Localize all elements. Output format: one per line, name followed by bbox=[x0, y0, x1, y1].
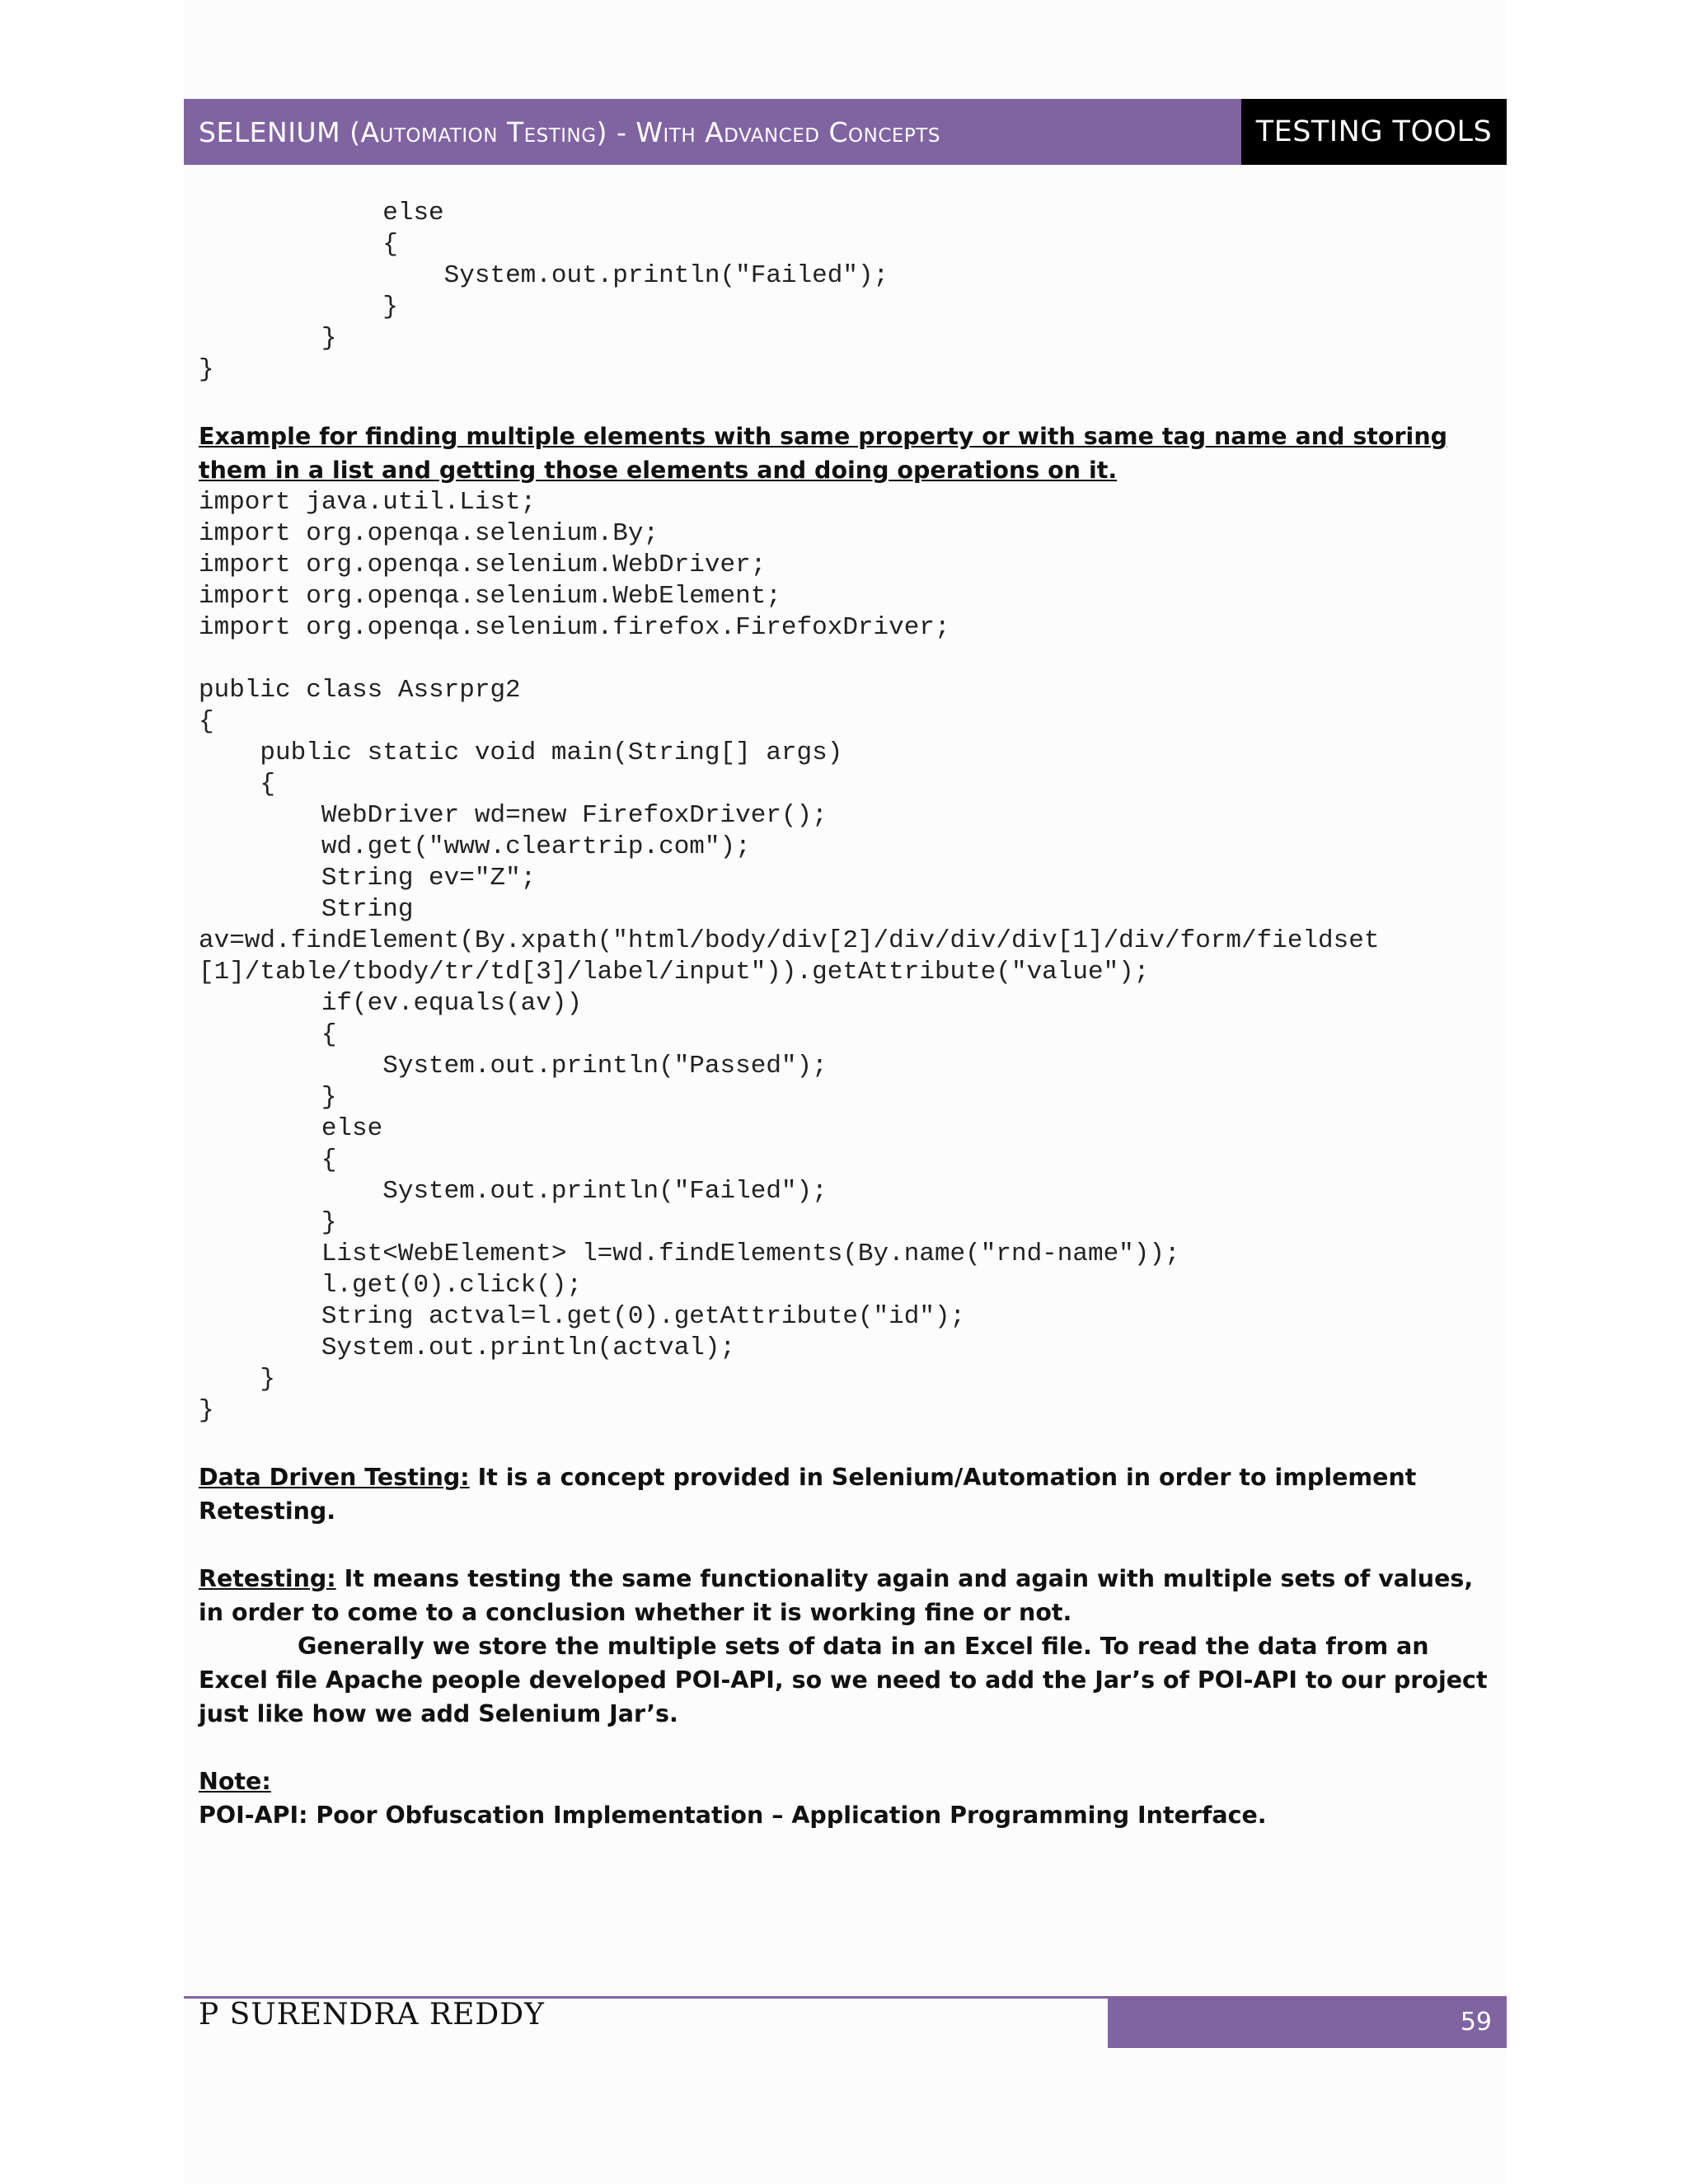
ddt-paragraph bbox=[199, 1460, 1501, 1528]
header-title-main: SELENIUM bbox=[199, 115, 341, 148]
header-title bbox=[184, 99, 1241, 165]
spacer bbox=[199, 386, 1501, 419]
generally-paragraph: Generally we store the multiple sets of data in an Excel file. To read the data from an Excel file Apache people developed POI-API, so we need to add the Jar’s of POI-API to our project just like how we add Selenium Jar’s. bbox=[199, 1633, 1488, 1727]
note-label-line bbox=[199, 1765, 1501, 1798]
note-text: POI-API: Poor Obfuscation Implementation – Application Programming Interface. bbox=[199, 1802, 1267, 1829]
spacer bbox=[199, 1731, 1501, 1765]
code-block-imports: import java.util.List; import org.openqa.selenium.By; import org.openqa.selenium.WebDriver; import org.openqa.selenium.WebElement; import org.openqa.selenium.firefox.FirefoxDriver; bbox=[199, 488, 950, 642]
retesting-text: It means testing the same functionality again and again with multiple sets of values, in order to come to a conclusion whether it is working fine or not. bbox=[199, 1565, 1474, 1626]
footer-author: P SURENDRA REDDY bbox=[199, 1998, 545, 2032]
page-header bbox=[184, 99, 1507, 165]
spacer bbox=[199, 1427, 1501, 1460]
ddt-label: Data Driven Testing: bbox=[199, 1464, 470, 1491]
ddt-text: It is a concept provided in Selenium/Automation in order to implement Retesting. bbox=[199, 1464, 1417, 1525]
note-label: Note: bbox=[199, 1768, 271, 1795]
example-heading: Example for finding multiple elements with same property or with same tag name and storing them in a list and getting those elements and doing operations on it. bbox=[199, 423, 1448, 484]
retesting-paragraph bbox=[199, 1562, 1501, 1629]
spacer bbox=[199, 1528, 1501, 1562]
code-block-main: public class Assrprg2 { public static void main(String[] args) { WebDriver wd=new FirefoxDriver(); wd.get("www.cleartrip.com"); String ev="Z"; String av=wd.findElement(By.xpath("html/body/div[2]/div/div/div[1]/div/form/fieldset [1]/table/tbody/tr/td[3]/label/input")).getAttribute("value"); if(ev.equals(av)) { System.out.println("Passed"); } else { System.out.println("Failed"); } List<WebElement> l=wd.findElements(By.name("rnd-name")); l.get(0).click(); String actval=l.get(0).getAttribute("id"); System.out.println(actval); } } bbox=[199, 676, 1380, 1425]
header-section-tag: TESTING TOOLS bbox=[1241, 99, 1507, 165]
header-title-separator: - bbox=[607, 115, 636, 148]
spacer bbox=[199, 644, 1501, 675]
code-block-top: else { System.out.println("Failed"); } } } bbox=[199, 199, 889, 384]
header-title-rest: With Advanced Concepts bbox=[635, 115, 940, 148]
page-content bbox=[199, 198, 1501, 1832]
footer-page-number: 59 bbox=[1108, 1996, 1507, 2048]
retesting-label: Retesting: bbox=[199, 1565, 336, 1592]
header-title-paren: (Automation Testing) bbox=[349, 115, 607, 148]
